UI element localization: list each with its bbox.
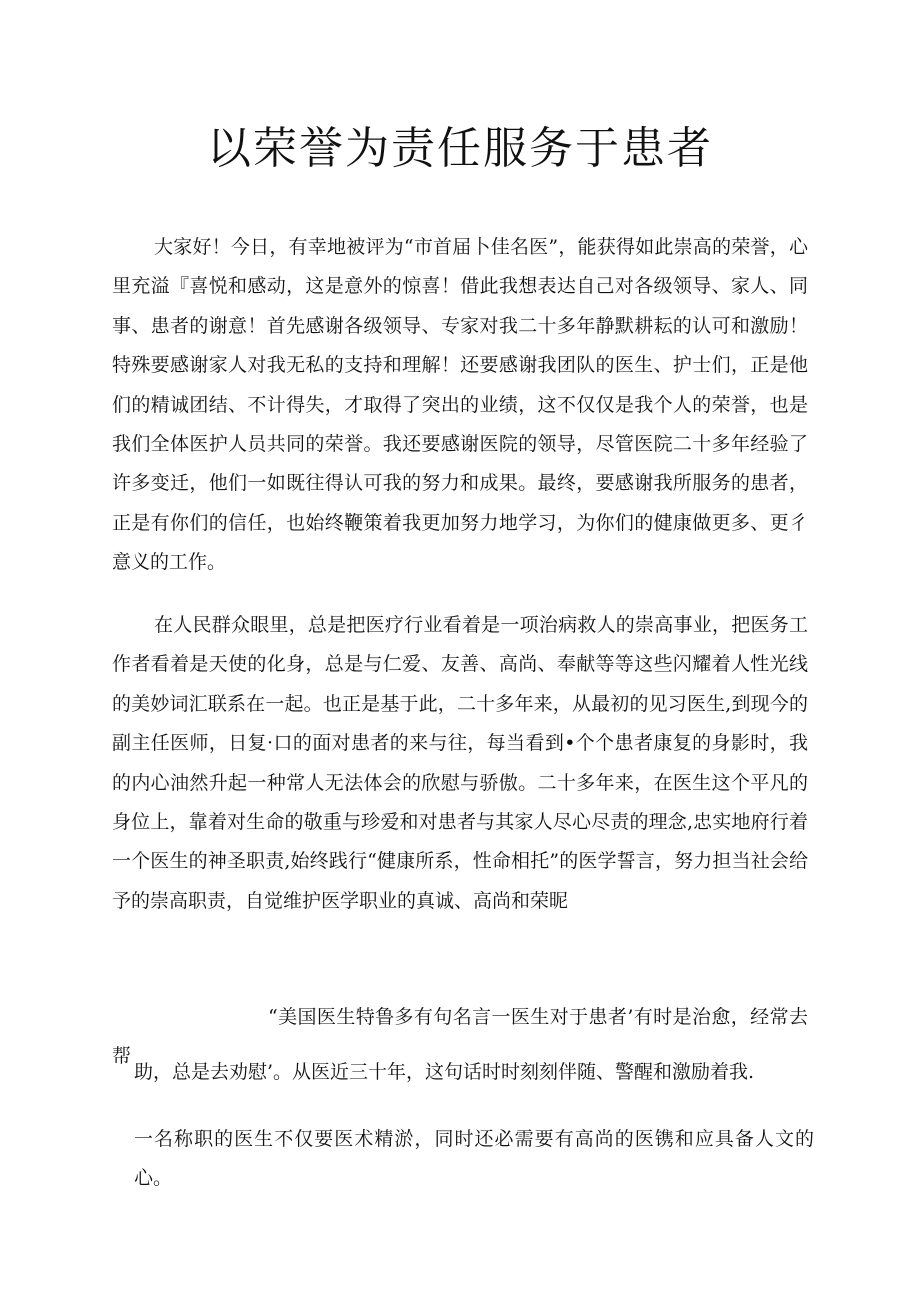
paragraph-quote-line-1: “美国医生特鲁多有句名言一医生对于患者’有时是治愈，经常去帮 (112, 1006, 808, 1068)
paragraph-acknowledgement: 大家好！今日，有幸地被评为“市首届卜佳名医”，能获得如此崇高的荣誉，心里充溢『喜悦和感动，这是意外的惊喜！借此我想表达自己对各级领导、家人、同事、患者的谢意！首先感谢各级领导、专家对我二十多年静默耕耘的认可和激励！特殊要感谢家人对我无私的支持和理解！还要感谢我团队的医生、护士们，正是他们的精诚团结、不计得失，才取得了突出的业绩，这不仅仅是我个人的荣誉，也是我们全体医护人员共同的荣誉。我还要感谢医院的领导，尽管医院二十多年经验了许多变迁，他们一如既往得认可我的努力和成果。最终，要感谢我所服务的患者，正是有你们的信任，也始终鞭策着我更加努力地学习，为你们的健康做更多、更彳意义的工作。 (112, 236, 808, 574)
document-title: 以荣誉为责任服务于患者 (207, 123, 713, 174)
paragraph-career: 在人民群众眼里，总是把医疗行业看着是一项治病救人的崇高事业，把医务工作者看着是天使的化身，总是与仁爱、友善、高尚、奉献等等这些闪耀着人性光线的美妙词汇联系在一起。也正是基于此，二十多年来，从最初的见习医生,到现今的副主任医师，日复·口的面对患者的来与往，每当看到•个个患者康复的身影时，我的内心油然升起一种常人无法体会的欣慰与骄傲。二十多年来，在医生这个平凡的身位上，靠着对生命的敬重与珍爱和对患者与其家人尽心尽责的理念,忠实地府行着一个医生的神圣职责,始终践行“健康所系，性命相托”的医学誓言，努力担当社会给予的崇高职责，自觉维护医学职业的真诚、高尚和荣昵 (112, 614, 808, 912)
paragraph-closing: 一名称职的医生不仅要医术精淤，同时还必需要有高尚的医镌和应具备人文的心。 (134, 1128, 814, 1190)
paragraph-quote-line-2: 助，总是去劝慰’。从医近三十年，这句话时时刻刻伴随、警醒和激励着我. (134, 1061, 755, 1083)
